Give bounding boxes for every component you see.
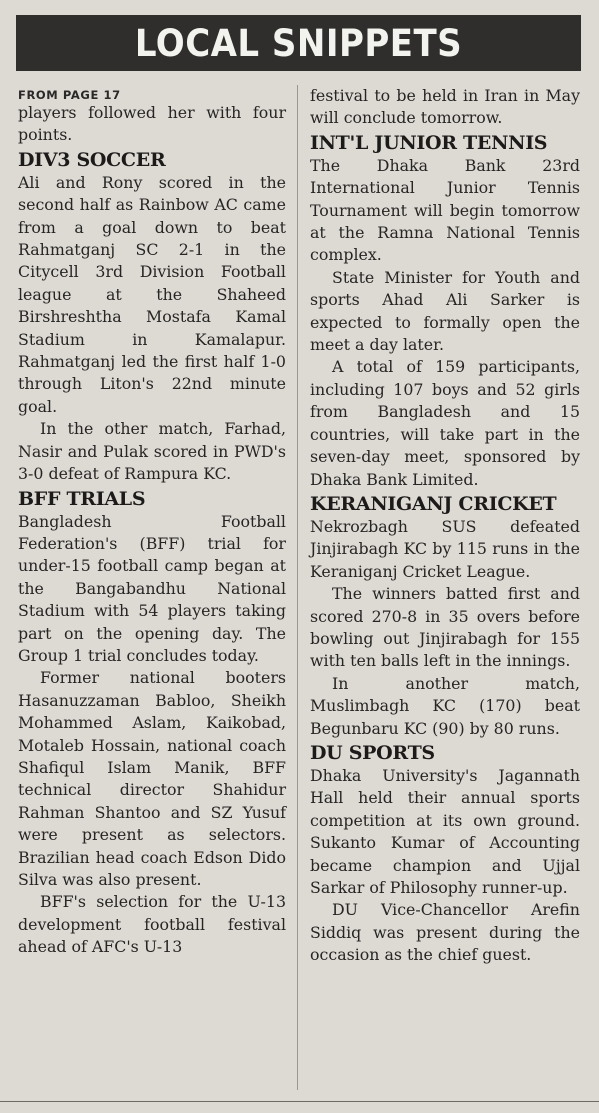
column-divider <box>297 85 298 1090</box>
bff-trials-heading: BFF TRIALS <box>18 487 146 510</box>
left-column <box>18 85 286 959</box>
junior-tennis-heading: INT'L JUNIOR TENNIS <box>310 131 548 154</box>
div3-paragraph: Ali and Rony scored in the second half as Rainbow AC came from a goal down to beat Rahmatganj SC 2-1 in the Citycell 3rd Division Football league at the Shaheed Birshreshtha Mostafa Kamal Stadium in Kamalapur. Rahmatganj led the first half 1-0 through Liton's 22nd minute goal. <box>18 172 286 416</box>
cricket-paragraph: In another match, Muslimbagh KC (170) beat Begunbaru KC (90) by 80 runs. <box>310 673 580 738</box>
cricket-paragraph: The winners batted first and scored 270-8 in 35 overs before bowling out Jinjirabagh for 155 with ten balls left in the innings. <box>310 584 580 671</box>
bff-paragraph: Former national booters Hasanuzzaman Babloo, Sheikh Mohammed Aslam, Kaikobad, Motaleb Hossain, national coach Shafiqul Islam Manik, BFF technical director Shahidur Rahman Shantoo and SZ Yusuf were present as selectors. Brazilian head coach Edson Dido Silva was also present. <box>18 668 286 889</box>
bff-paragraph: BFF's selection for the U-13 development football festival ahead of AFC's U-13 <box>18 892 286 957</box>
div3-soccer-heading: DIV3 SOCCER <box>18 148 166 171</box>
div3-paragraph: In the other match, Farhad, Nasir and Pulak scored in PWD's 3-0 defeat of Rampura KC. <box>18 419 286 484</box>
bff-paragraph: Bangladesh Football Federation's (BFF) trial for under-15 football camp began at the Bangabandhu National Stadium with 54 players taking part on the opening day. The Group 1 trial concludes today. <box>18 511 286 665</box>
continued-text: players followed her with four points. <box>18 103 286 145</box>
cricket-paragraph: Nekrozbagh SUS defeated Jinjirabagh KC by 115 runs in the Keraniganj Cricket League. <box>310 516 580 581</box>
tennis-paragraph: A total of 159 participants, including 107 boys and 52 girls from Bangladesh and 15 countries, will take part in the seven-day meet, sponsored by Dhaka Bank Limited. <box>310 357 580 489</box>
tennis-paragraph: State Minister for Youth and sports Ahad Ali Sarker is expected to formally open the meet a day later. <box>310 267 580 355</box>
bottom-rule <box>0 1101 599 1102</box>
tennis-paragraph: The Dhaka Bank 23rd International Junior Tennis Tournament will begin tomorrow at the Ramna National Tennis complex. <box>310 155 580 265</box>
keraniganj-cricket-heading: KERANIGANJ CRICKET <box>310 492 557 515</box>
continued-from-label: FROM PAGE 17 <box>18 88 121 102</box>
du-paragraph: Dhaka University's Jagannath Hall held their annual sports competition at its own ground. Sukanto Kumar of Accounting became champion and Ujjal Sarkar of Philosophy runner-up. <box>310 765 580 897</box>
du-sports-heading: DU SPORTS <box>310 741 435 764</box>
section-title: LOCAL SNIPPETS <box>134 22 463 65</box>
continued-text: festival to be held in Iran in May will conclude tomorrow. <box>310 86 580 128</box>
du-paragraph: DU Vice-Chancellor Arefin Siddiq was present during the occasion as the chief guest. <box>310 900 580 965</box>
right-column <box>310 85 580 967</box>
